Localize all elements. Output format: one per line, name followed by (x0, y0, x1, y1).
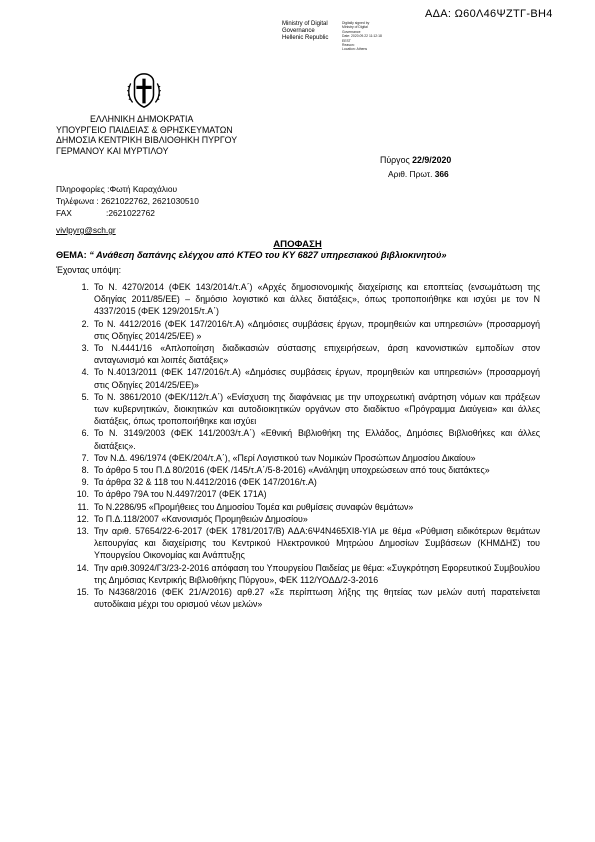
subject-text: “ Ανάθεση δαπάνης ελέγχου από ΚΤΕΟ του ΚΥ 6827 υπηρεσιακού βιβλιοκινητού» (89, 250, 447, 260)
list-item (56, 488, 540, 500)
legal-basis-list (56, 281, 540, 610)
list-item (56, 525, 540, 562)
list-item (56, 281, 540, 318)
list-item (56, 476, 540, 488)
item-number: 7. (81, 452, 89, 463)
item-text: Τον Ν.Δ. 496/1974 (ΦΕΚ/204/τ.Α΄), «Περί Λογιστικού των Νομικών Προσώπων Δημοσίου Δικαίου» (94, 452, 476, 463)
stamp-detail: Location: Athens (342, 47, 368, 52)
item-number: 9. (81, 477, 89, 488)
stamp-detail: Governance (342, 29, 361, 34)
ada-code: ΑΔΑ: Ω60Λ46ΨΖΤΓ-ΒΗ4 (425, 8, 553, 20)
item-number: 6. (81, 428, 89, 439)
phone-value: 2621022762, 2621030510 (101, 195, 199, 206)
item-text: Το Π.Δ.118/2007 «Κανονισμός Προμηθειών Δημοσίου» (94, 513, 308, 524)
stamp-detail: Reason: (342, 43, 355, 48)
stamp-line: Ministry of Digital (282, 21, 328, 27)
list-item (56, 366, 540, 390)
item-number: 5. (81, 391, 89, 402)
stamp-line: Hellenic Republic (282, 35, 329, 41)
stamp-line: Governance (282, 28, 315, 34)
item-text: Το Ν4368/2016 (ΦΕΚ 21/Α/2016) αρθ.27 «Σε περίπτωση λήξης της θητείας των μελών αυτή παρατείνεται αυτοδίκαια μέχρι του ορισμού νέων μελών» (94, 587, 540, 610)
item-text: Το Ν. 3861/2010 (ΦΕΚ/112/τ.Α΄) «Ενίσχυση της διαφάνειας με την υποχρεωτική ανάρτηση νόμων και πράξεων των κυβερνητικών, διοικητικών και αυτοδιοικητικών οργάνων στο διαδίκτυο «Πρόγραμμα Διαύγεια» και άλλες διατάξεις, όπως τροποποιήθηκε και ισχύει (94, 391, 540, 427)
fax-label: FAX (56, 207, 72, 218)
decision-title: ΑΠΟΦΑΣΗ (273, 239, 322, 250)
list-item (56, 501, 540, 513)
item-number: 10. (76, 489, 89, 500)
item-text: Το Ν. 4412/2016 (ΦΕΚ 147/2016/τ.Α) «Δημόσιες συμβάσεις έργων, προμηθειών και υπηρεσιών» (προσαρμογή στις Οδηγίες 2014/25/ΕΕ) » (94, 318, 540, 341)
item-text: Την αριθ.30924/Γ3/23-2-2016 απόφαση του Υπουργείου Παιδείας με θέμα: «Συγκρότηση Εφορευτικού Συμβουλίου της Δημόσιας Κεντρικής Βιβλιοθήκης Πύργου», ΦΕΚ 112/ΥΟΔΔ/2-3-2016 (94, 562, 540, 585)
contact-label: Πληροφορίες : (56, 184, 110, 194)
item-text: Το Ν.4013/2011 (ΦΕΚ 147/2016/τ.Α) «Δημόσιες συμβάσεις έργων, προμηθειών και υπηρεσιών» (προσαρμογή στις Οδηγίες 2014/25/ΕΕ)» (94, 367, 540, 390)
list-item (56, 391, 540, 428)
item-number: 12. (76, 513, 89, 524)
contact-value: Φωτή Καραχάλιου (109, 184, 178, 194)
digital-signature-details (342, 21, 382, 52)
date-value: 22/9/2020 (412, 155, 452, 165)
header-line: ΕΛΛΗΝΙΚΗ ΔΗΜΟΚΡΑΤΙΑ (90, 114, 194, 124)
phone-label: Τηλέφωνα : (56, 195, 102, 206)
stamp-detail: Date: 2020.09.22 11:12:18 (342, 34, 382, 39)
list-item (56, 342, 540, 366)
item-number: 15. (76, 587, 89, 598)
item-text: Τα άρθρα 32 & 118 του Ν.4412/2016 (ΦΕΚ 147/2016/τ.Α) (94, 477, 317, 488)
issuer-header (56, 114, 237, 156)
item-number: 1. (81, 282, 89, 292)
item-text: Το Ν. 4270/2014 (ΦΕΚ 143/2014/τ.Α΄) «Αρχές δημοσιονομικής διαχείρισης και εποπτείας (ενσωμάτωση της Οδηγίας 2011/85/ΕΕ) – δημόσιο λογιστικό και άλλες διατάξεις», όπως τροποποιήθηκε και ισχύει με τον Ν 4337/2015 (ΦΕΚ 129/2015/τ.Α΄) (94, 282, 540, 317)
item-text: Την αριθ. 57654/22-6-2017 (ΦΕΚ 1781/2017/Β) ΑΔΑ:6Ψ4Ν465ΧΙ8-ΥΙΑ με θέμα «Ρύθμιση ειδικότερων θεμάτων λειτουργίας και διαχείρισης του Κεντρικού Ηλεκτρονικού Μητρώου Δημοσίων Συμβάσεων (ΚΗΜΔΗΣ) του Υπουργείου Οικονομίας και Ανάπτυξης (94, 526, 540, 561)
item-number: 13. (76, 526, 89, 537)
subject-line (56, 250, 447, 260)
header-line: ΥΠΟΥΡΓΕΙΟ ΠΑΙΔΕΙΑΣ & ΘΡΗΣΚΕΥΜΑΤΩΝ (56, 124, 233, 135)
item-number: 3. (81, 343, 89, 354)
stamp-detail: Digitally signed by (342, 21, 370, 25)
having-considered: Έχοντας υπόψη: (56, 265, 122, 275)
stamp-detail: Ministry of Digital (342, 25, 368, 30)
email-link[interactable]: vivlpyrg@sch.gr (56, 225, 116, 235)
item-number: 8. (81, 465, 89, 476)
stamp-detail: EEST (342, 38, 351, 43)
list-item (56, 452, 540, 464)
place-label: Πύργος (380, 155, 413, 165)
item-number: 11. (77, 501, 89, 512)
item-number: 14. (76, 562, 89, 573)
list-item (56, 586, 540, 610)
place-date (380, 155, 451, 165)
item-text: Το Ν.4441/16 «Απλοποίηση διαδικασιών σύστασης επιχειρήσεων, άρση κανονιστικών εμποδίων στον ανταγωνισμό και λοιπές διατάξεις» (94, 343, 540, 366)
protocol-value: 366 (434, 169, 449, 179)
item-number: 4. (81, 367, 89, 378)
protocol-number (388, 169, 449, 179)
protocol-label: Αριθ. Πρωτ. (388, 169, 435, 179)
header-line: ΓΕΡΜΑΝΟΥ ΚΑΙ ΜΥΡΤΙΛΟΥ (56, 145, 169, 156)
item-text: Το Ν.2286/95 «Προμήθειες του Δημοσίου Τομέα και ρυθμίσεις συναφών θεμάτων» (94, 501, 414, 512)
list-item (56, 513, 540, 525)
greek-coat-of-arms-icon (125, 72, 163, 110)
fax-value: :2621022762 (106, 207, 155, 218)
digital-signature-stamp (282, 21, 328, 42)
contact-info (56, 184, 199, 219)
item-text: Το Ν. 3149/2003 (ΦΕΚ 141/2003/τ.Α΄) «Εθνική Βιβλιοθήκη της Ελλάδος, Δημόσιες Βιβλιοθήκες και άλλες διατάξεις». (94, 428, 540, 451)
item-text: Το άρθρο 5 του Π.Δ 80/2016 (ΦΕΚ /145/τ.Α΄/5-8-2016) «Ανάληψη υποχρεώσεων από τους διατάκτες» (94, 465, 490, 476)
list-item (56, 318, 540, 342)
list-item (56, 562, 540, 586)
item-number: 2. (81, 318, 89, 329)
item-text: Το άρθρο 79Α του Ν.4497/2017 (ΦΕΚ 171Α) (94, 489, 267, 500)
list-item (56, 427, 540, 451)
subject-label: ΘΕΜΑ: (56, 250, 90, 260)
header-line: ΔΗΜΟΣΙΑ ΚΕΝΤΡΙΚΗ ΒΙΒΛΙΟΘΗΚΗ ΠΥΡΓΟΥ (56, 135, 238, 146)
list-item (56, 464, 540, 476)
